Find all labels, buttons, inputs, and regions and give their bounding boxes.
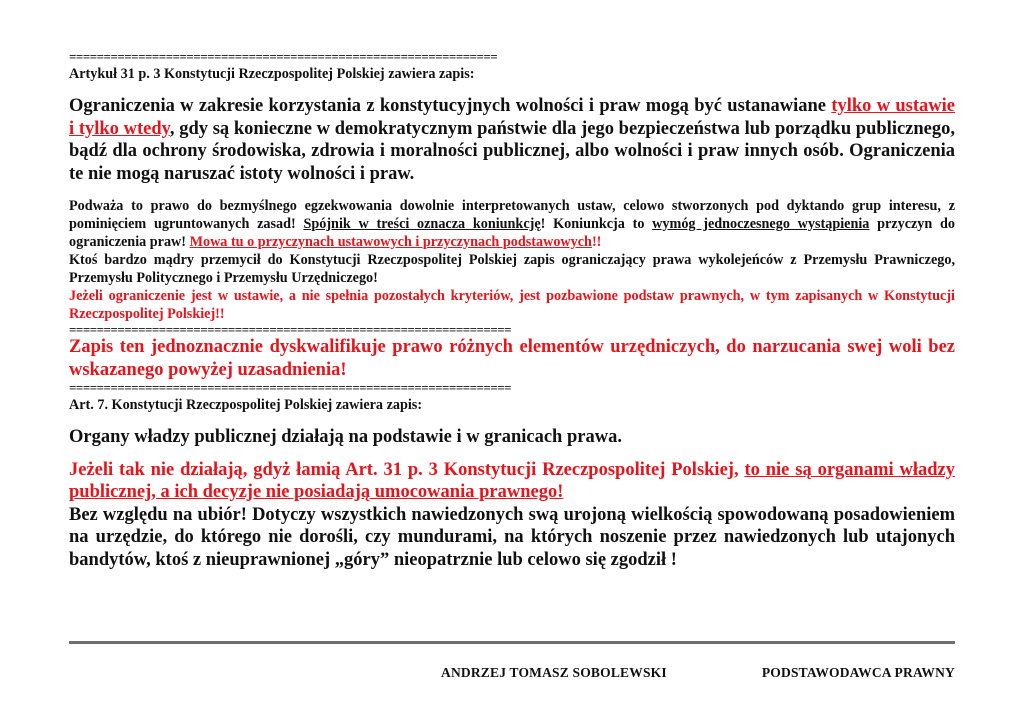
separator-line: ==============================================================: [69, 50, 498, 63]
author-role: PODSTAWODAWCA PRAWNY: [761, 665, 955, 680]
art7-heading: Art. 7. Konstytucji Rzeczpospolitej Polskiej zawiera zapis:: [69, 397, 423, 413]
art7-red-text: Jeżeli tak nie działają, gdyż łamią Art. 31 p. 3 Konstytucji Rzeczpospolitej Polskiej,: [69, 459, 745, 480]
commentary-red-warning: Jeżeli ograniczenie jest w ustawie, a nie spełnia pozostałych kryteriów, jest pozbawione podstaw prawnych, w tym zapisanych w Konstytucji Rzeczpospolitej Polskiej!!: [69, 288, 955, 322]
art7-quote: Organy władzy publicznej działają na podstawie i w granicach prawa.: [69, 427, 622, 447]
commentary-underlined: wymóg jednoczesnego wystąpienia: [652, 216, 870, 232]
author-name: ANDRZEJ TOMASZ SOBOLEWSKI: [441, 665, 667, 680]
art31-quote-part: Ograniczenia w zakresie korzystania z konstytucyjnych wolności i praw mogą być ustanawiane: [69, 96, 832, 116]
art31-quote-part: , gdy są konieczne w demokratycznym państwie dla jego bezpieczeństwa lub porządku publicznego, bądź dla ochrony środowiska, zdrowia i moralności publicznej, albo wolności i praw innych osób. Ograniczenia te nie mogą naruszać istoty wolności i praw.: [69, 118, 956, 184]
commentary-text: ! Koniunkcja to: [540, 216, 653, 232]
commentary-red: !!: [591, 234, 602, 250]
commentary-underlined: Spójnik w treści oznacza koniunkcję: [303, 216, 541, 232]
commentary-text: przyczyn do ograniczenia praw!: [69, 216, 955, 250]
commentary-smuggled: Ktoś bardzo mądry przemycił do Konstytucji Rzeczpospolitej Polskiej zapis ograniczający prawa wykolejeńców z Przemysłu Prawniczego, Przemysłu Politycznego i Przemysłu Urzędniczego!: [69, 252, 955, 286]
separator-line: ================================================================: [69, 323, 512, 336]
art7-final-statement: Bez względu na ubiór! Dotyczy wszystkich nawiedzonych swą urojoną wielkością spowodowaną posadowieniem na urzędzie, do którego nie dorośli, czy mundurami, na których noszenie przez nawiedzonych lub utajonych bandytów, ktoś z nieuprawnionej „góry” nieopatrznie lub celowo się zgodził !: [69, 504, 955, 570]
disqualify-statement: Zapis ten jednoznacznie dyskwalifikuje prawo różnych elementów urzędniczych, do narzucania swej woli bez wskazanego powyżej uzasadnienia!: [69, 337, 955, 380]
commentary-paragraph: [69, 197, 955, 251]
art31-quote: [69, 95, 955, 185]
art7-red-statement: [69, 459, 955, 504]
separator-line: ================================================================: [69, 381, 512, 394]
art7-red-underlined: to nie są organami władzy publicznej, a ich decyzje nie posiadają umocowania prawnego!: [69, 459, 955, 502]
footer-divider: [69, 641, 955, 644]
art31-heading: Artykuł 31 p. 3 Konstytucji Rzeczpospolitej Polskiej zawiera zapis:: [69, 66, 475, 82]
commentary-red-underlined: Mowa tu o przyczynach ustawowych i przyczynach podstawowych: [189, 234, 592, 250]
document-body: [69, 50, 955, 571]
commentary-text: Podważa to prawo do bezmyślnego egzekwowania dowolnie interpretowanych ustaw, celowo stworzonych pod dyktando grup interesu, z pominięciem ugruntowanych zasad!: [69, 198, 955, 232]
art31-quote-highlight: tylko w ustawie i tylko wtedy: [69, 96, 955, 139]
